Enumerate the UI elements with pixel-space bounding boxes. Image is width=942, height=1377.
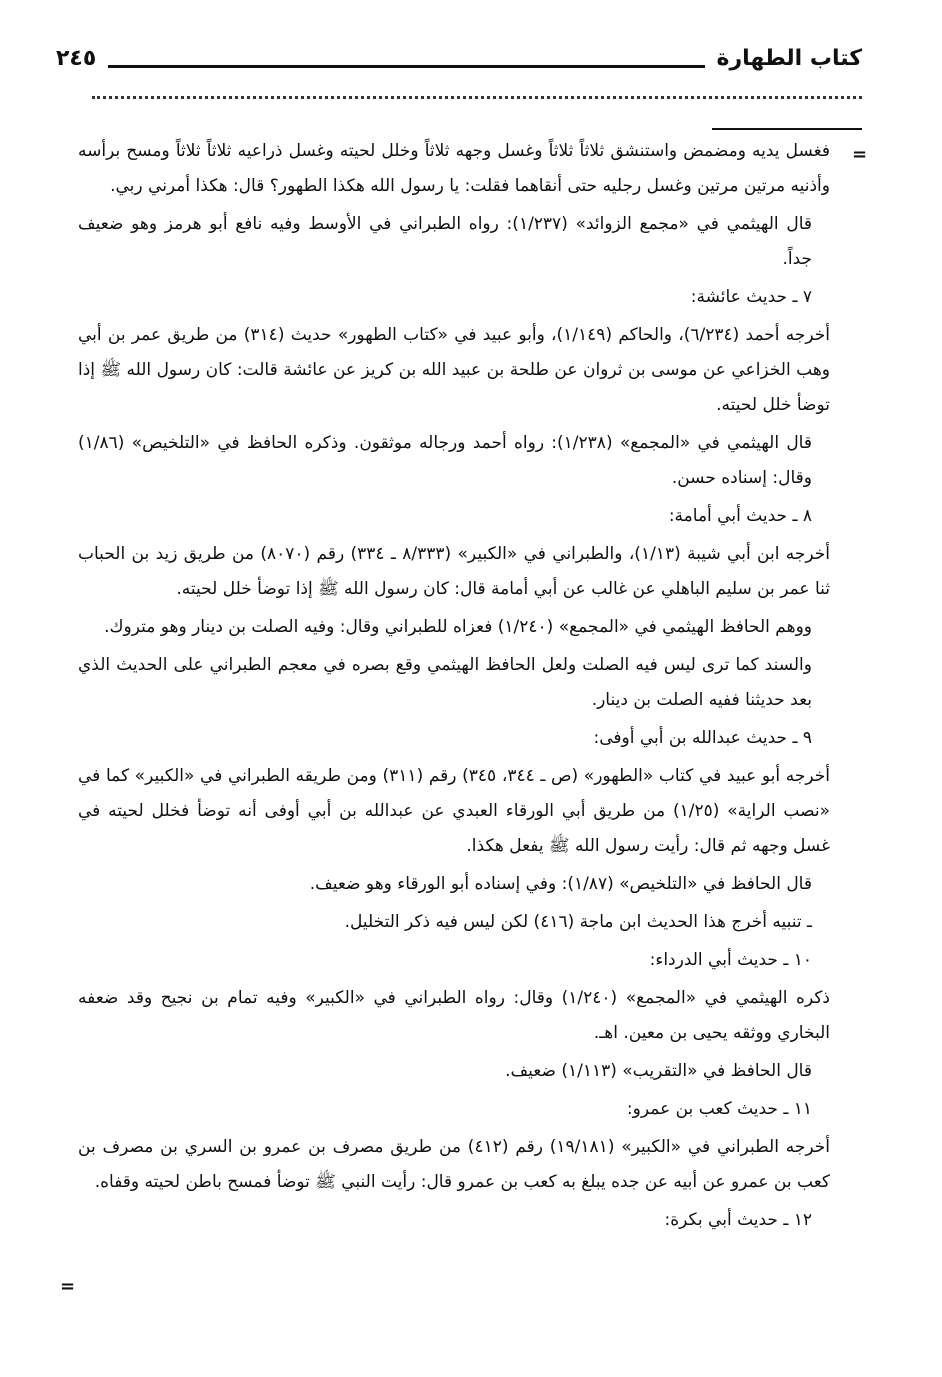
paragraph: قال الحافظ في «التقريب» (١/١١٣) ضعيف. [505, 1061, 812, 1081]
footnote-text [78, 134, 830, 1241]
paragraph: قال الهيثمي في «مجمع الزوائد» (١/٢٣٧): رواه الطبراني في الأوسط وفيه نافع أبو هرمز وهو ضعيف جداً. [78, 214, 812, 269]
header-rule [108, 65, 704, 68]
paragraph: قال الهيثمي في «المجمع» (١/٢٣٨): رواه أحمد ورجاله موثقون. وذكره الحافظ في «التلخيص» (١/٨٦) وقال: إسناده حسن. [78, 433, 812, 488]
hadith-heading: ١٢ ـ حديث أبي بكرة: [664, 1210, 812, 1230]
hadith-heading: ٧ ـ حديث عائشة: [690, 287, 812, 307]
page-header [56, 38, 862, 78]
paragraph: أخرجه أبو عبيد في كتاب «الطهور» (ص ـ ٣٤٤، ٣٤٥) رقم (٣١١) ومن طريقه الطبراني في «الكبير» كما في «نصب الراية» (١/٢٥) من طريق أبي الورقاء العبدي عن عبدالله بن أبي أوفى أنه توضأ فخلل لحيته في غسل وجهه ثم قال: رأيت رسول الله ﷺ يفعل هكذا. [78, 766, 831, 856]
chapter-title: كتاب الطهارة [716, 45, 862, 71]
paragraph: قال الحافظ في «التلخيص» (١/٨٧): وفي إسناده أبو الورقاء وهو ضعيف. [309, 874, 812, 894]
continuation-mark-top: = [852, 144, 868, 165]
paragraph: ذكره الهيثمي في «المجمع» (١/٢٤٠) وقال: رواه الطبراني في «الكبير» وفيه تمام بن نجيح وقد ضعفه البخاري ووثقه يحيى بن معين. اهـ. [78, 988, 831, 1043]
paragraph: ووهم الحافظ الهيثمي في «المجمع» (١/٢٤٠) فعزاه للطبراني وقال: وفيه الصلت بن دينار وهو متروك. [104, 617, 812, 637]
paragraph: أخرجه أحمد (٦/٢٣٤)، والحاكم (١/١٤٩)، وأبو عبيد في «كتاب الطهور» حديث (٣١٤) من طريق عمر بن أبي وهب الخزاعي عن موسى بن ثروان عن طلحة بن عبيد الله بن كريز عن عائشة قالت: كان رسول الله ﷺ إذا توضأ خلل لحيته. [78, 325, 830, 415]
page-number: ٢٤٥ [56, 45, 97, 71]
hadith-heading: ١٠ ـ حديث أبي الدرداء: [649, 950, 812, 970]
paragraph: فغسل يديه ومضمض واستنشق ثلاثاً ثلاثاً وغسل وجهه ثلاثاً وخلل لحيته وغسل ذراعيه ثلاثاً ثلاثاً ومسح برأسه وأذنيه مرتين مرتين وغسل رجليه حتى أنقاهما فقلت: يا رسول الله هكذا الطهور؟ قال: هكذا أمرني ربي. [78, 141, 830, 196]
hadith-heading: ٩ ـ حديث عبدالله بن أبي أوفى: [593, 728, 812, 748]
hadith-heading: ٨ ـ حديث أبي أمامة: [668, 506, 812, 526]
dotted-separator [92, 96, 862, 99]
paragraph: أخرجه ابن أبي شيبة (١/١٣)، والطبراني في «الكبير» (٨/٣٣٣ ـ ٣٣٤) رقم (٨٠٧٠) من طريق زيد بن الحباب ثنا عمر بن سليم الباهلي عن غالب عن أبي أمامة قال: كان رسول الله ﷺ إذا توضأ خلل لحيته. [78, 544, 831, 599]
continuation-mark-bottom: = [60, 1276, 76, 1297]
hadith-heading: ١١ ـ حديث كعب بن عمرو: [626, 1099, 812, 1119]
paragraph: أخرجه الطبراني في «الكبير» (١٩/١٨١) رقم (٤١٢) من طريق مصرف بن عمرو بن السري بن مصرف بن كعب بن عمرو عن أبيه عن جده يبلغ به كعب بن عمرو قال: رأيت النبي ﷺ توضأ فمسح باطن لحيته وقفاه. [78, 1137, 830, 1192]
note-paragraph: ـ تنبيه أخرج هذا الحديث ابن ماجة (٤١٦) لكن ليس فيه ذكر التخليل. [344, 912, 812, 932]
footnote-rule [712, 128, 862, 130]
paragraph: والسند كما ترى ليس فيه الصلت ولعل الحافظ الهيثمي وقع بصره في معجم الطبراني على الحديث الذي بعد حديثنا ففيه الصلت بن دينار. [78, 655, 812, 710]
